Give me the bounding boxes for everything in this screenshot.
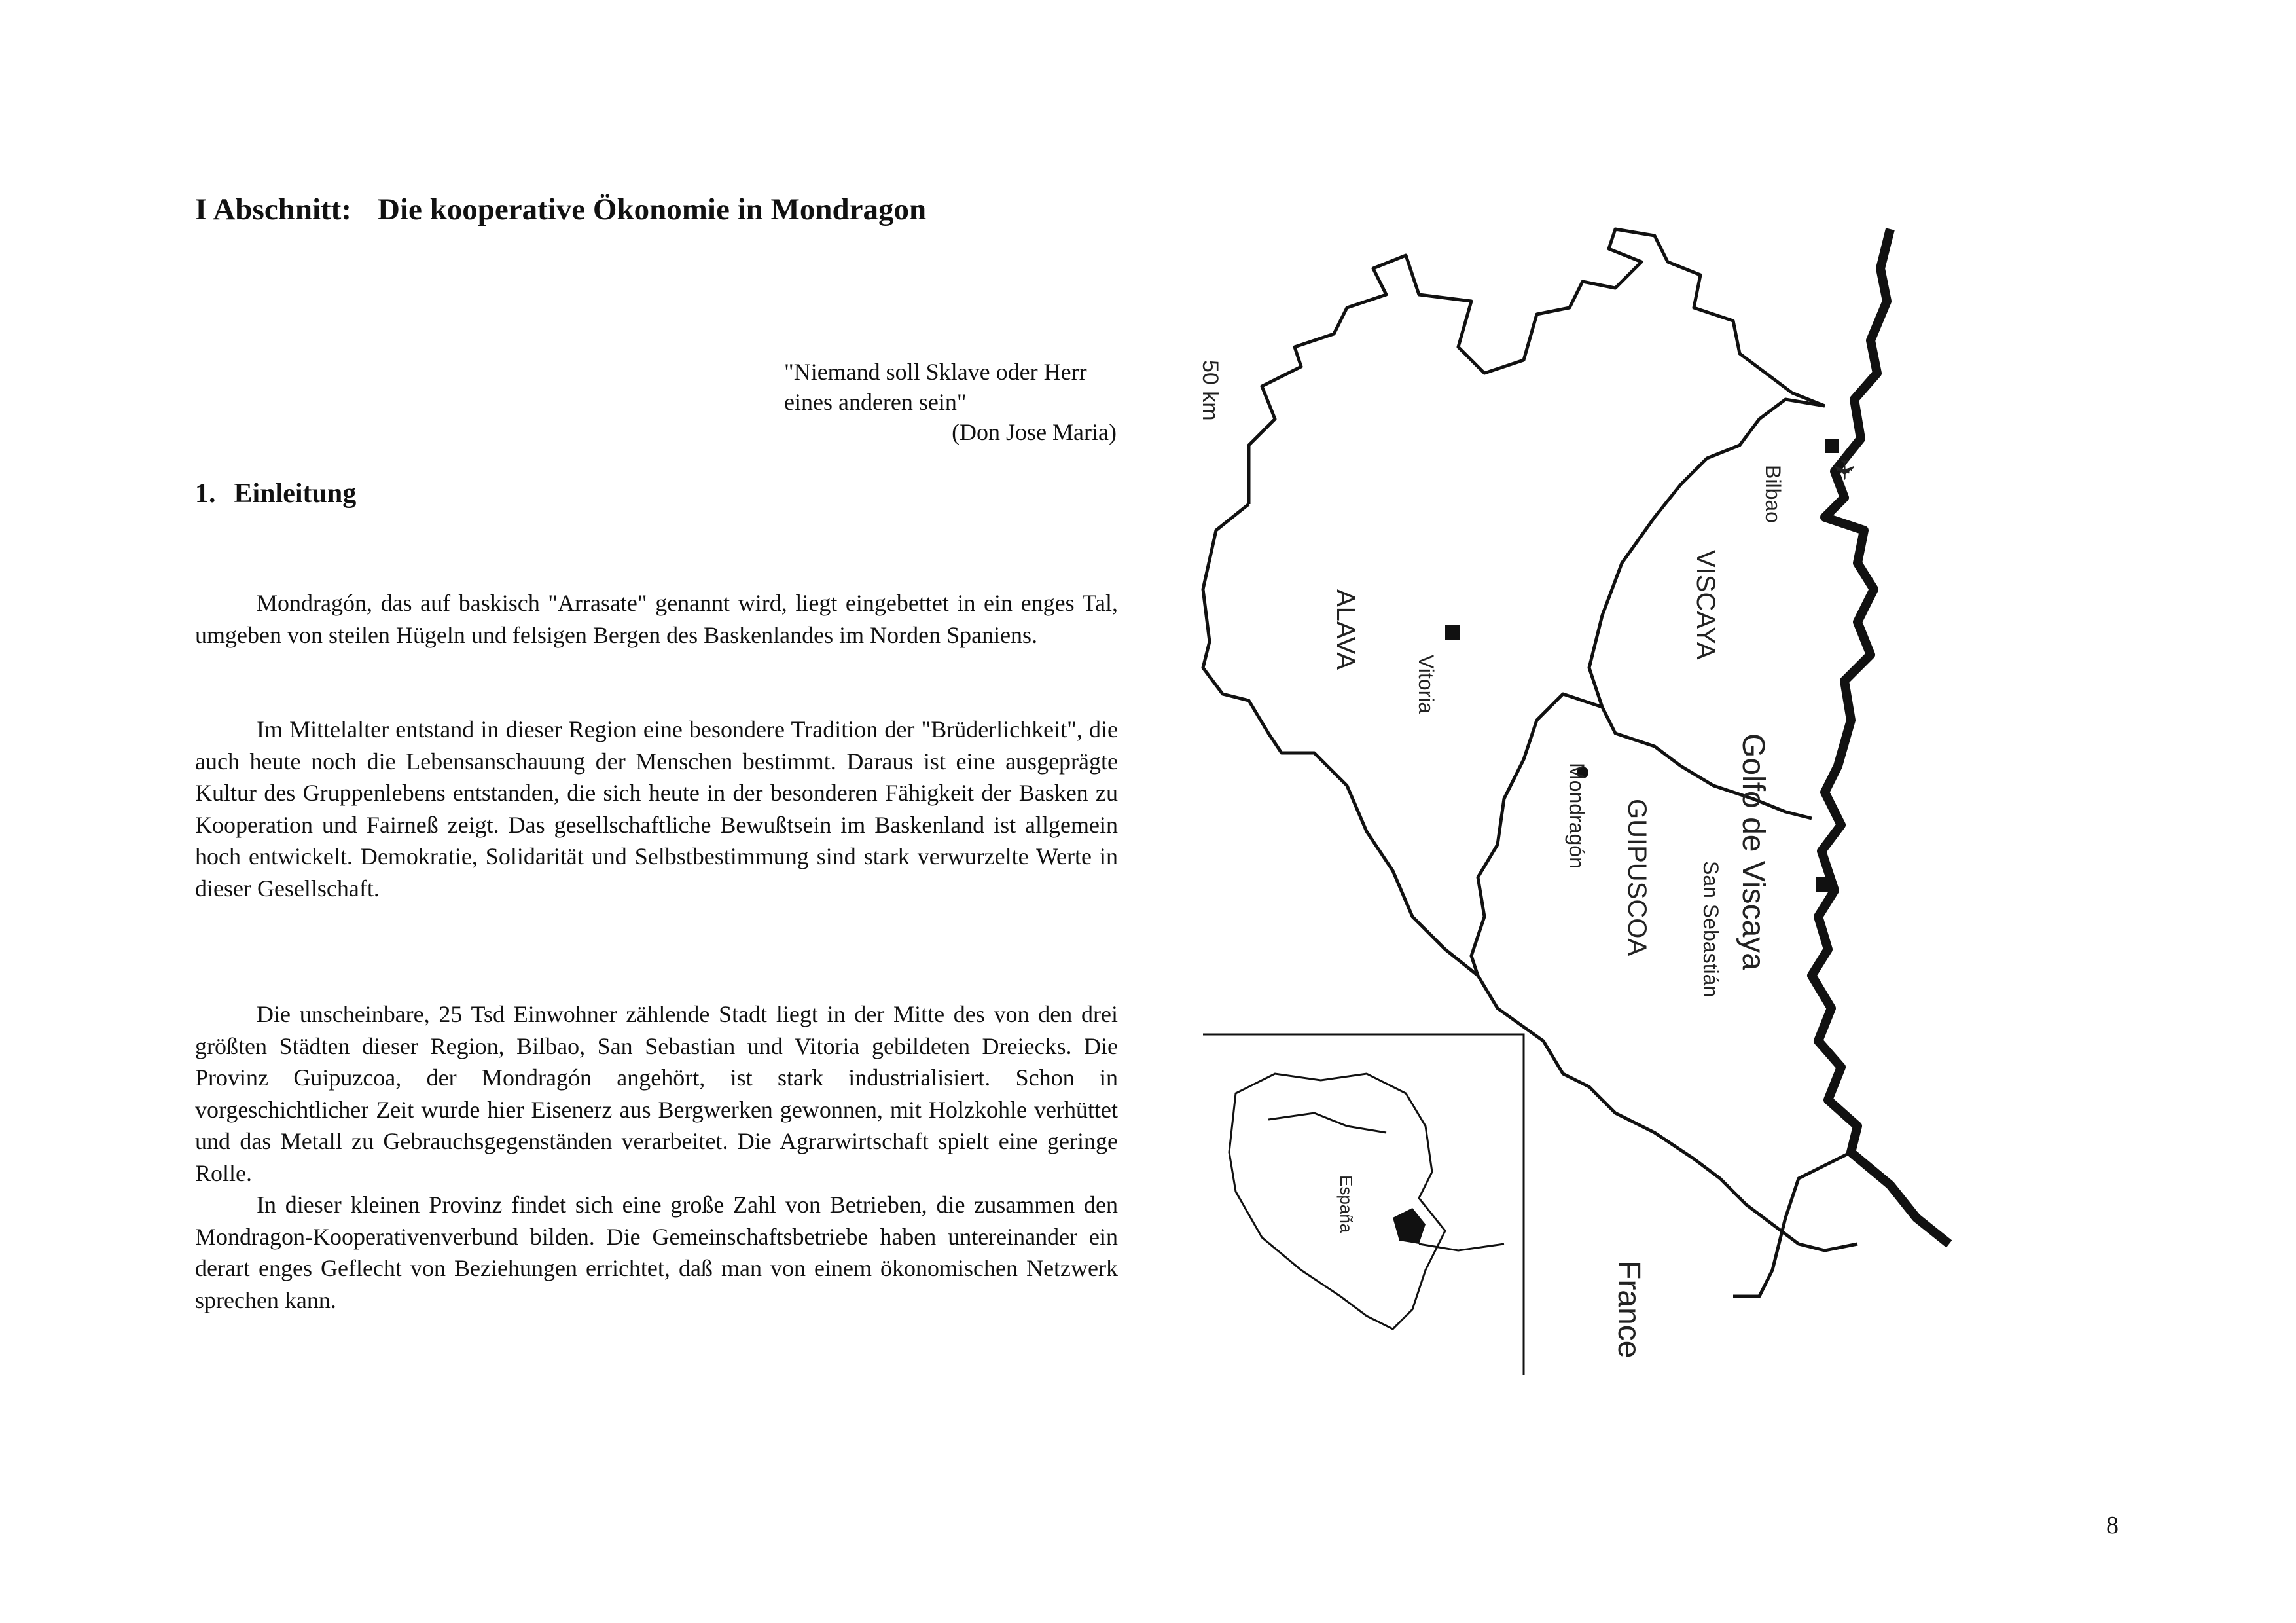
scale-label: 50 km (1198, 360, 1223, 421)
coastline (1812, 229, 1949, 1244)
chapter-heading (195, 478, 356, 509)
guipuscoa-label: GUIPUSCOA (1623, 799, 1651, 957)
inset-map (1203, 1034, 1524, 1375)
airport-icon: ✈ (1829, 458, 1859, 482)
paragraph-4 (195, 1189, 1118, 1316)
france-label: France (1611, 1260, 1646, 1359)
map-svg (1196, 223, 1962, 1375)
epigraph-attribution: (Don Jose Maria) (952, 419, 1117, 445)
section-title-text: Die kooperative Ökonomie in Mondragon (377, 192, 927, 227)
chapter-title: Einleitung (234, 479, 357, 509)
section-number: I Abschnitt: (195, 192, 351, 227)
paragraph-1-text: Mondragón, das auf baskisch "Arrasate" genannt wird, liegt eingebettet in ein enges Tal, umgeben von steilen Hügeln und felsigen Bergen des Baskenlandes im Norden Spaniens. (195, 590, 1118, 648)
vitoria-label: Vitoria (1414, 655, 1438, 714)
france-boundary (1733, 1152, 1851, 1296)
paragraph-3 (195, 998, 1118, 1189)
page-number: 8 (2106, 1512, 2119, 1539)
san-sebastian-label: San Sebastián (1699, 861, 1723, 998)
bilbao-label: Bilbao (1761, 465, 1785, 523)
alava-label: ALAVA (1331, 589, 1360, 670)
viscaya-label: VISCAYA (1691, 550, 1720, 660)
paragraph-2-text: Im Mittelalter entstand in dieser Region eine besondere Tradition der "Brüderlichkeit", die auch heute noch die Lebensanschauung der Menschen bestimmt. Daraus ist eine ausgeprägte Kultur des Gruppenlebens entstanden, die sich heute in der besonderen Fähigkeit der Basken zu Kooperation und Fairneß zeigt. Das gesellschaftliche Bewußtsein im Baskenland ist allgemein hoch entwickelt. Demokratie, Solidarität und Selbstbestimmung sind stark verwurzelte Werte in dieser Gesellschaft. (195, 716, 1118, 902)
san-sebastian-marker (1816, 877, 1830, 892)
chapter-number: 1. (195, 479, 216, 509)
espana-label: España (1336, 1175, 1356, 1233)
inset-river (1419, 1244, 1504, 1250)
inset-highlight (1393, 1208, 1426, 1244)
epigraph-line-1: "Niemand soll Sklave oder Herr (784, 359, 1087, 385)
epigraph-quote (784, 357, 1117, 447)
basque-country-map (1196, 223, 1962, 1375)
paragraph-2 (195, 714, 1118, 904)
paragraph-4-text: In dieser kleinen Provinz findet sich eine große Zahl von Betrieben, die zusammen den Mondragon-Kooperativenverbund bilden. Die Gemeinschaftsbetriebe haben untereinander ein derart enges Geflecht von Beziehungen errichtet, daß man von einem ökonomischen Netzwerk sprechen kann. (195, 1192, 1118, 1313)
bilbao-marker (1825, 439, 1839, 453)
province-outer-boundary (1249, 229, 1825, 504)
vitoria-marker (1445, 625, 1460, 640)
epigraph-line-2: eines anderen sein" (784, 389, 967, 415)
paragraph-3-text: Die unscheinbare, 25 Tsd Einwohner zählende Stadt liegt in der Mitte des von den drei größten Städten dieser Region, Bilbao, San Sebastian und Vitoria gebildeten Dreiecks. Die Provinz Guipuzcoa, der Mondragón angehört, ist stark industrialisiert. Schon in vorgeschichtlicher Zeit wurde hier Eisenerz aus Bergwerken gewonnen, mit Holzkohle verhüttet und das Metall zu Gebrauchsgegenständen verarbeitet. Die Agrarwirtschaft spielt eine geringe Rolle. (195, 1001, 1118, 1186)
section-title (195, 192, 926, 227)
mondragon-label: Mondragón (1565, 763, 1588, 869)
sea-label: Golfo de Viscaya (1736, 733, 1770, 970)
paragraph-1 (195, 587, 1118, 651)
